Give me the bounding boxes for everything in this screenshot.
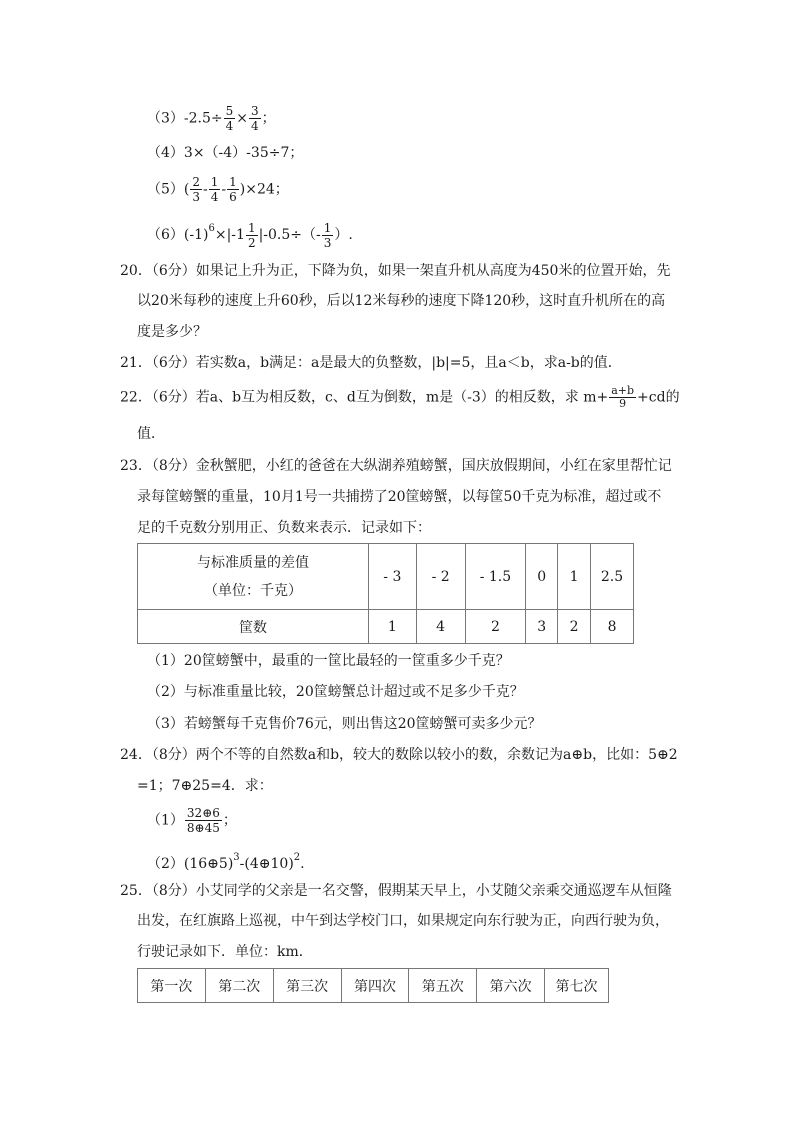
q20-line3: 度是多少？ (137, 324, 207, 340)
table-cell: 第七次 (545, 969, 609, 1003)
table-cell: 第一次 (138, 969, 206, 1003)
table-row (138, 969, 609, 1003)
table-cell: 8 (591, 610, 634, 644)
q25-line3: 行驶记录如下．单位：km． (137, 944, 313, 960)
q21-text: 21．（6分）若实数a，b满足：a是最大的负整数，|b|=5，且a＜b，求a-b的值． (120, 355, 622, 371)
table-row (138, 544, 634, 610)
table-cell: 第五次 (409, 969, 477, 1003)
q23-line2: 录每筐螃蟹的重量，10月1号一共捕捞了20筐螃蟹，以每筐50千克为标准，超过或不 (137, 489, 662, 505)
q23-line1: 23．（8分）金秋蟹肥，小红的爸爸在大纵湖养殖螃蟹，国庆放假期间，小红在家里帮忙记 (120, 458, 672, 474)
q19-part5: （5）( $\frac{2}{3}$ - $\frac{1}{4}$ - $\frac{1}{6}$ )×24； (147, 175, 289, 204)
table-cell: 2.5 (591, 544, 634, 610)
table-cell: 第三次 (273, 969, 341, 1003)
q24-line2: =1；7⊕25=4．求： (137, 778, 273, 794)
q24-sub1: （1） $\frac{32\oplus 6}{8\oplus 45}$ ； (147, 806, 237, 835)
fraction: $\frac{1}{2}$ (247, 220, 256, 250)
fraction: $\frac{5}{4}$ (225, 104, 234, 133)
table-cell: 2 (558, 610, 591, 644)
table-cell: 1 (368, 610, 416, 644)
table-cell: 0 (526, 544, 558, 610)
q19-part6: $(6)(-1)^6\times|-1$ $\frac{1}{2}$ |-0.5÷（- $\frac{1}{3}$ ）. (147, 220, 353, 250)
q22-line2: 值． (137, 426, 165, 442)
table-cell: 1 (558, 544, 591, 610)
q22-line1: 22．（6分）若a、b互为相反数，c、d互为倒数，m是（-3）的相反数，求 m+ $\frac{a+b}{9}$ +cd的 (120, 384, 680, 410)
table-cell: 3 (526, 610, 558, 644)
fraction: $\frac{a+b}{9}$ (611, 384, 635, 410)
q25-table (137, 968, 609, 1003)
q25-line1: 25．（8分）小艾同学的父亲是一名交警，假期某天早上，小艾随父亲乘交通巡逻车从恒隆 (120, 883, 672, 899)
table-row (138, 610, 634, 644)
fraction: $\frac{32\oplus 6}{8\oplus 45}$ (186, 806, 220, 835)
table-cell: - 2 (416, 544, 465, 610)
fraction: $\frac{1}{4}$ (210, 175, 219, 204)
fraction: $\frac{1}{6}$ (229, 175, 237, 204)
fraction: $\frac{1}{3}$ (323, 220, 332, 250)
q20-line2: 以20米每秒的速度上升60秒，后以12米每秒的速度下降120秒，这时直升机所在的高 (137, 293, 666, 309)
q23-sub3: （3）若螃蟹每千克售价76元，则出售这20筐螃蟹可卖多少元？ (147, 716, 542, 732)
q23-sub1: （1）20筐螃蟹中，最重的一筐比最轻的一筐重多少千克？ (147, 653, 510, 669)
q19-part3: （3）-2.5÷ $\frac{5}{4}$ × $\frac{3}{4}$ ； (147, 104, 276, 133)
table-cell: 第六次 (477, 969, 545, 1003)
table-cell: 第四次 (341, 969, 409, 1003)
table-cell: - 1.5 (465, 544, 526, 610)
fraction: $\frac{2}{3}$ (192, 175, 201, 204)
table-cell: 2 (465, 610, 526, 644)
fraction: $\frac{3}{4}$ (251, 104, 259, 133)
q24-line1: 24．（8分）两个不等的自然数a和b，较大的数除以较小的数，余数记为a⊕b，比如：5⊕2 (120, 747, 678, 763)
table-cell: - 3 (368, 544, 416, 610)
q20-line1: 20．（6分）如果记上升为正，下降为负，如果一架直升机从高度为450米的位置开始，先 (120, 263, 671, 279)
q24-sub2: （2）(16⊕5)$^3$-(4⊕10)$^2$. (147, 852, 305, 872)
q19-part4: （4）3×（-4）-35÷7； (147, 145, 304, 161)
q23-table (137, 543, 634, 644)
q23-line3: 足的千克数分别用正、负数来表示．记录如下： (137, 520, 431, 536)
table-cell: 4 (416, 610, 465, 644)
table-cell: 第二次 (205, 969, 273, 1003)
q25-line2: 出发，在红旗路上巡视，中午到达学校门口，如果规定向东行驶为正，向西行驶为负， (137, 913, 669, 929)
table-header-cell: 筐数 (138, 610, 369, 644)
q23-sub2: （2）与标准重量比较，20筐螃蟹总计超过或不足多少千克？ (147, 684, 524, 700)
table-header-cell: 与标准质量的差值 （单位：千克） (138, 544, 369, 610)
